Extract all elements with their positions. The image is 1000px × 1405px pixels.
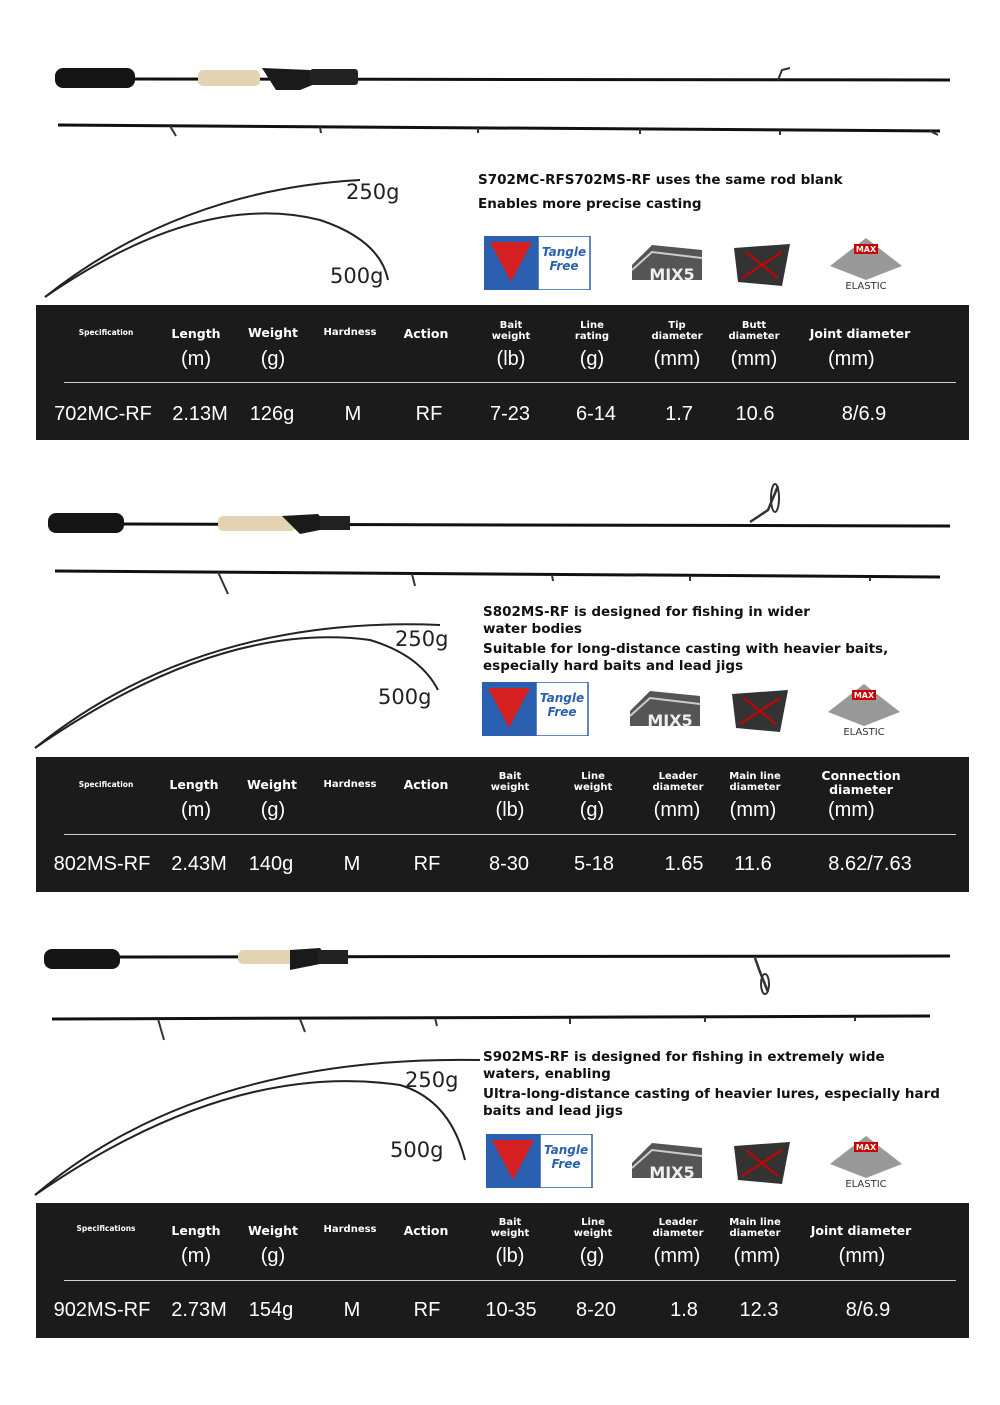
- value-weight: 154g: [248, 1299, 294, 1321]
- header-tip-diameter: Tip diameter: [651, 320, 703, 342]
- header-joint-diameter-unit: (mm): [828, 348, 875, 370]
- header-joint-diameter: Joint diameter: [810, 1223, 912, 1238]
- table-divider: [64, 834, 956, 835]
- header-line-weight-unit: (g): [579, 799, 605, 821]
- header-action: Action: [403, 326, 449, 341]
- value-butt-diameter: 10.6: [735, 403, 775, 425]
- value-weight: 140g: [248, 853, 294, 875]
- product-section-902: [0, 900, 1000, 1340]
- product-section-702: [0, 0, 1000, 440]
- value-weight: 126g: [249, 403, 295, 425]
- header-leader-diameter: Leader diameter: [652, 1217, 704, 1239]
- header-weight: Weight: [248, 325, 298, 340]
- value-line-weight: 8-20: [575, 1299, 617, 1321]
- header-line-rating-unit: (g): [579, 348, 605, 370]
- description-line: waters, enabling: [483, 1066, 611, 1082]
- svg-text:ELASTIC: ELASTIC: [843, 727, 885, 736]
- svg-text:Free: Free: [549, 259, 579, 273]
- product-description: [483, 1049, 953, 1120]
- header-bait-weight-unit: (lb): [496, 348, 526, 370]
- value-action: RF: [413, 1299, 441, 1321]
- header-length-unit: (m): [181, 348, 211, 370]
- header-weight-unit: (g): [260, 1245, 286, 1267]
- header-joint-diameter: Joint diameter: [809, 326, 911, 341]
- value-bait-weight: 10-35: [485, 1299, 537, 1321]
- value-hardness: M: [343, 853, 361, 875]
- max-elastic-logo: [820, 236, 912, 290]
- value-main-line-diameter: 11.6: [734, 853, 772, 875]
- header-tip-diameter-unit: (mm): [653, 348, 701, 370]
- header-hardness: Hardness: [323, 1224, 377, 1235]
- description-line: Enables more precise casting: [478, 196, 702, 212]
- bend-curve-chart: [0, 600, 460, 750]
- description-line: baits and lead jigs: [483, 1103, 623, 1119]
- svg-text:MIX5: MIX5: [647, 711, 693, 730]
- header-length-unit: (m): [181, 1245, 211, 1267]
- value-main-line-diameter: 12.3: [739, 1299, 779, 1321]
- curve-label-500g: 500g: [378, 685, 432, 709]
- header-specifications: Specifications: [76, 1224, 136, 1233]
- header-length: Length: [169, 777, 219, 792]
- header-connection-diameter-unit: (mm): [828, 799, 875, 821]
- header-length: Length: [171, 326, 221, 341]
- svg-text:Tangle: Tangle: [541, 245, 587, 259]
- header-bait-weight-unit: (lb): [495, 1245, 525, 1267]
- value-bait-weight: 7-23: [489, 403, 531, 425]
- value-bait-weight: 8-30: [488, 853, 530, 875]
- header-line-weight: Line weight: [573, 771, 613, 793]
- mix5-logo: [632, 240, 702, 290]
- header-leader-diameter: Leader diameter: [652, 771, 704, 793]
- header-line-rating: Line rating: [574, 320, 610, 342]
- header-leader-diameter-unit: (mm): [653, 1245, 701, 1267]
- anti-twist-logo: [732, 238, 792, 290]
- header-joint-diameter-unit: (mm): [838, 1245, 886, 1267]
- svg-text:Tangle: Tangle: [543, 1143, 589, 1157]
- curve-label-250g: 250g: [405, 1068, 459, 1092]
- svg-text:Free: Free: [547, 705, 577, 719]
- value-connection-diameter: 8.62/7.63: [828, 853, 912, 875]
- value-leader-diameter: 1.8: [670, 1299, 698, 1321]
- header-weight: Weight: [247, 777, 297, 792]
- curve-label-500g: 500g: [390, 1138, 444, 1162]
- svg-text:MIX5: MIX5: [649, 265, 695, 284]
- header-hardness: Hardness: [323, 327, 377, 338]
- value-model: 802MS-RF: [53, 853, 151, 875]
- description-line: especially hard baits and lead jigs: [483, 658, 744, 674]
- product-section-802: [0, 450, 1000, 892]
- header-line-weight: Line weight: [573, 1217, 613, 1239]
- header-bait-weight: Bait weight: [490, 1217, 530, 1239]
- tangle-free-logo: [484, 236, 592, 290]
- product-description: [483, 604, 903, 675]
- value-model: 702MC-RF: [54, 403, 152, 425]
- svg-text:MIX5: MIX5: [649, 1163, 695, 1182]
- curve-label-250g: 250g: [395, 627, 449, 651]
- header-action: Action: [403, 777, 449, 792]
- header-length-unit: (m): [181, 799, 211, 821]
- rod-image: [0, 450, 1000, 600]
- header-specification: Specification: [78, 780, 134, 789]
- header-line-weight-unit: (g): [579, 1245, 605, 1267]
- value-action: RF: [415, 403, 443, 425]
- svg-text:MAX: MAX: [855, 1143, 877, 1152]
- anti-twist-logo: [732, 1136, 792, 1188]
- svg-text:ELASTIC: ELASTIC: [845, 281, 887, 290]
- rod-image: [0, 900, 1000, 1050]
- description-line: S902MS-RF is designed for fishing in extremely wide: [483, 1049, 885, 1065]
- tangle-free-logo: [486, 1134, 594, 1188]
- value-line-weight: 5-18: [573, 853, 615, 875]
- value-tip-diameter: 1.7: [665, 403, 693, 425]
- description-line: Suitable for long-distance casting with heavier baits,: [483, 641, 889, 657]
- max-elastic-logo: [820, 1134, 912, 1188]
- header-main-line-diameter-unit: (mm): [733, 1245, 781, 1267]
- spec-table: [36, 757, 969, 892]
- product-description: [478, 172, 858, 213]
- value-hardness: M: [344, 403, 362, 425]
- header-weight-unit: (g): [260, 348, 286, 370]
- header-specification: Specification: [78, 328, 134, 337]
- tangle-free-logo: [482, 682, 590, 736]
- header-connection-diameter: Connection diameter: [821, 768, 901, 797]
- value-leader-diameter: 1.65: [664, 853, 704, 875]
- value-length: 2.43M: [171, 853, 227, 875]
- header-butt-diameter-unit: (mm): [730, 348, 778, 370]
- description-line: S802MS-RF is designed for fishing in wider: [483, 604, 810, 620]
- value-length: 2.73M: [171, 1299, 227, 1321]
- feature-logos: [482, 682, 912, 738]
- value-hardness: M: [343, 1299, 361, 1321]
- feature-logos: [484, 236, 914, 292]
- svg-text:ELASTIC: ELASTIC: [845, 1179, 887, 1188]
- description-line: S702MC-RFS702MS-RF uses the same rod blank: [478, 172, 843, 188]
- mix5-logo: [632, 1138, 702, 1188]
- header-main-line-diameter: Main line diameter: [729, 771, 781, 793]
- feature-logos: [486, 1134, 916, 1190]
- description-line: Ultra-long-distance casting of heavier lures, especially hard: [483, 1086, 940, 1102]
- table-divider: [64, 1280, 956, 1281]
- value-line-rating: 6-14: [575, 403, 617, 425]
- curve-label-500g: 500g: [330, 264, 384, 288]
- mix5-logo: [630, 686, 700, 736]
- spec-table: [36, 305, 969, 440]
- anti-twist-logo: [730, 684, 790, 736]
- value-model: 902MS-RF: [53, 1299, 151, 1321]
- svg-text:MAX: MAX: [853, 691, 875, 700]
- header-length: Length: [171, 1223, 221, 1238]
- header-action: Action: [403, 1223, 449, 1238]
- value-action: RF: [413, 853, 441, 875]
- header-bait-weight-unit: (lb): [495, 799, 525, 821]
- svg-text:MAX: MAX: [855, 245, 877, 254]
- header-bait-weight: Bait weight: [491, 320, 531, 342]
- header-weight: Weight: [248, 1223, 298, 1238]
- rod-image: [0, 0, 1000, 150]
- max-elastic-logo: [818, 682, 910, 736]
- header-main-line-diameter: Main line diameter: [729, 1217, 781, 1239]
- svg-text:Free: Free: [551, 1157, 581, 1171]
- header-butt-diameter: Butt diameter: [728, 320, 780, 342]
- header-main-line-diameter-unit: (mm): [729, 799, 777, 821]
- table-divider: [64, 382, 956, 383]
- svg-text:Tangle: Tangle: [539, 691, 585, 705]
- header-leader-diameter-unit: (mm): [653, 799, 701, 821]
- curve-label-250g: 250g: [346, 180, 400, 204]
- spec-table: [36, 1203, 969, 1338]
- description-line: water bodies: [483, 621, 582, 637]
- header-hardness: Hardness: [323, 779, 377, 790]
- value-length: 2.13M: [172, 403, 228, 425]
- value-joint-diameter: 8/6.9: [841, 403, 887, 425]
- header-weight-unit: (g): [260, 799, 286, 821]
- header-bait-weight: Bait weight: [490, 771, 530, 793]
- value-joint-diameter: 8/6.9: [845, 1299, 891, 1321]
